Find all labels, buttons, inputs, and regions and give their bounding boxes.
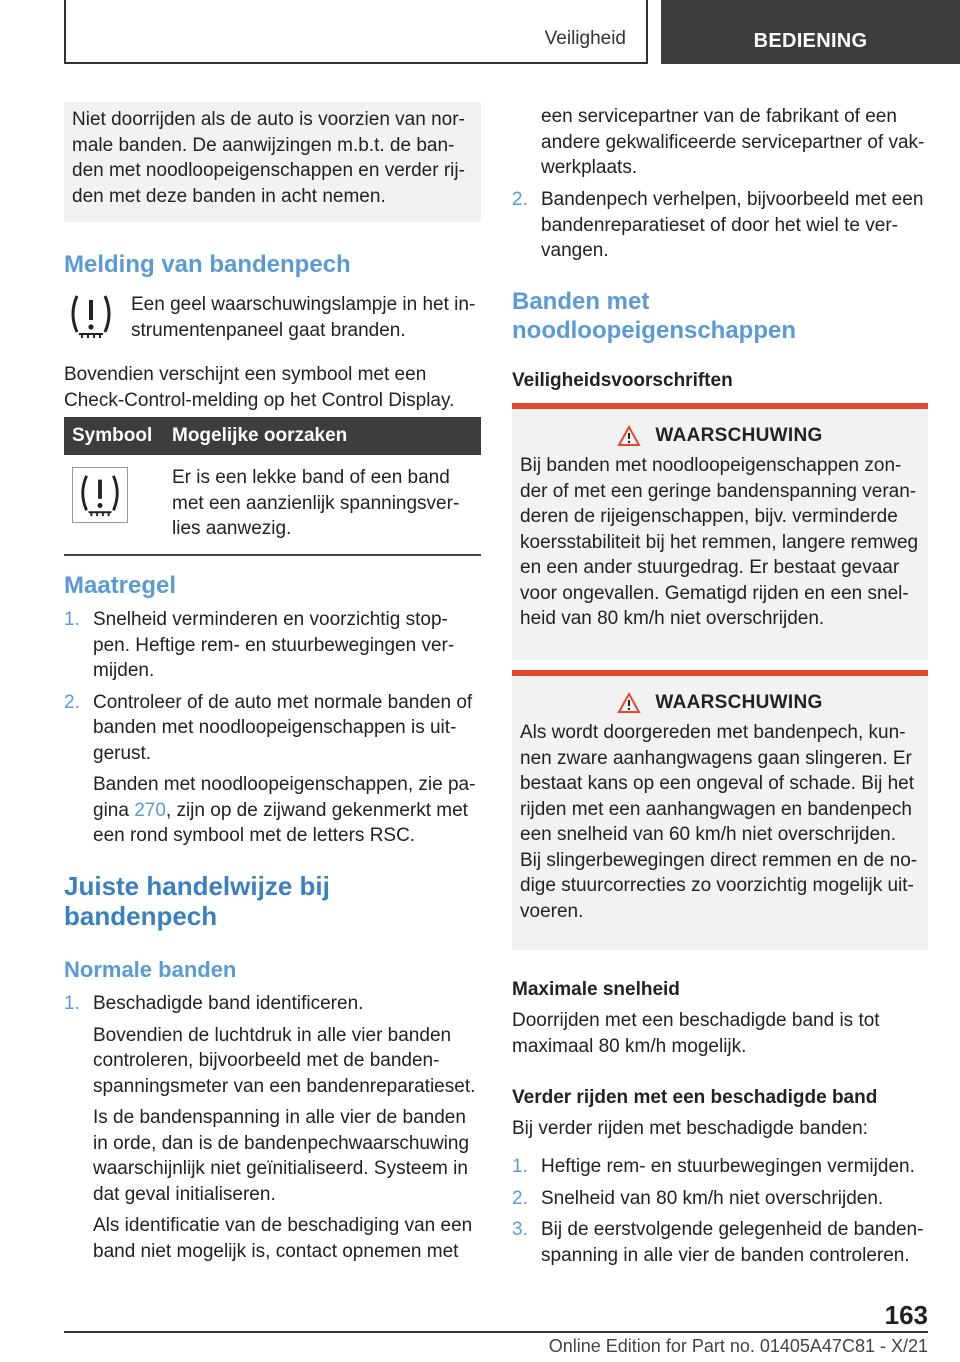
page-number: 163 [884,1300,928,1330]
chapter-tab: BEDIENING [661,0,960,64]
symbol-table [64,417,481,556]
maatregel-list [64,607,481,855]
note-box [64,102,481,222]
edition-text: Online Edition for Part no. 01405A47C81 - X/21 [548,1336,928,1356]
verder-heading: Verder rijden met een beschadigde band [512,1087,878,1108]
warning-triangle-icon [617,425,641,447]
warning-title: WAARSCHUWING [520,692,920,714]
tire-pressure-warning-icon [64,292,126,346]
continued-list [512,187,928,270]
warning-box-1 [512,403,928,660]
section-title: Veiligheid [544,28,626,49]
list-item: 3. Bij de eerstvolgende gelegenheid de banden-spanning in alle vier de banden controleren. [512,1219,924,1266]
list-item: 1. Heftige rem- en stuurbewegingen vermijden. [512,1156,915,1177]
list-item: 1. Snelheid verminderen en voorzichtig stop-pen. Heftige rem- en stuurbewegingen ver-mijden. [64,609,455,681]
melding-heading: Melding van bandenpech [64,251,351,278]
warning-triangle-icon [617,692,641,714]
table-cell-cause: Er is een lekke band of een band met een aanzienlijk spanningsver-lies aanwezig. [164,455,481,555]
table-row [64,455,481,555]
max-heading: Maximale snelheid [512,979,680,1000]
verder-list [512,1154,928,1274]
warning-text: Bij banden met noodloopeigenschappen zon-der of met een geringe bandenspanning veran-deren de rijeigenschappen, bijv. verminderde koersstabiliteit bij het remmen, langere remweg en een ander stuurgedrag. Er bestaat gevaar voor ongevallen. Gematigd rijden en een snel-heid van 80 km/h niet overschrijden. [520,455,919,629]
warning-box-2 [512,670,928,950]
rsc-heading: Banden met noodloopeigenschappen [512,288,797,344]
list-item: 2. Bandenpech verhelpen, bijvoorbeeld met een bandenreparatieset of door het wiel te ver-vangen. [512,189,924,261]
juiste-heading: Juiste handelwijze bij bandenpech [64,871,330,931]
tire-pressure-warning-icon [72,467,128,523]
normale-list [64,991,481,1270]
table-header-causes: Mogelijke oorzaken [164,417,481,455]
note-text: Niet doorrijden als de auto is voorzien van nor-male banden. De aanwijzingen m.b.t. de ban-den met noodloopeigenschappen en verder rij-den met deze banden in acht nemen. [72,109,465,207]
warning-text: Als wordt doorgereden met bandenpech, kun-nen zware aanhangwagens gaan slingeren. Er bestaat kans op een ongeval of schade. Bij het rijden met een aanhangwagen en bandenpech een snelheid van 60 km/h niet overschrijden. Bij slingerbewegingen direct remmen en de no-dige stuurcorrecties zo voorzichtig mogelijk uit-voeren. [520,722,918,922]
bovendien-text: Bovendien verschijnt een symbool met een Check-Control-melding op het Control Display. [64,364,455,411]
header-frame [64,0,648,64]
table-header-symbol: Symbool [64,417,164,455]
melding-text: Een geel waarschuwingslampje in het in-strumentenpaneel gaat branden. [131,294,476,341]
page-link-270[interactable]: 270 [134,799,166,821]
veiligheid-heading: Veiligheidsvoorschriften [512,370,733,391]
verder-text: Bij verder rijden met beschadigde banden: [512,1118,868,1139]
max-text: Doorrijden met een beschadigde band is tot maximaal 80 km/h mogelijk. [512,1010,880,1057]
page-header [0,0,960,66]
maatregel-heading: Maatregel [64,572,177,599]
list-item: 2. Controleer of de auto met normale banden of banden met noodloopeigenschappen is uit-gerust. Banden met noodloopeigenschappen, zie pa-gina 270, zijn op de zijwand gekenmerkt met een rond symbool met de letters RSC. [64,690,481,849]
maatregel-sub: Banden met noodloopeigenschappen, zie pa-gina 270, zijn op de zijwand gekenmerkt met een rond symbool met de letters RSC. [93,774,476,846]
footer-divider [64,1331,928,1333]
normale-heading: Normale banden [64,957,237,982]
list-item: 2. Snelheid van 80 km/h niet overschrijden. [512,1187,884,1209]
warning-title: WAARSCHUWING [520,425,920,447]
list-item: 1. Beschadigde band identificeren. Bovendien de luchtdruk in alle vier banden controleren, bijvoorbeeld met de banden-spanningsmeter van een bandenreparatieset. Is de bandenspanning in alle vier de banden in orde, dan is de bandenpechwaarschuwing waarschijnlijk niet geïnitialiseerd. Systeem in dat geval initialiseren. Als identificatie van de beschadiging van een band niet mogelijk is, contact opnemen met [64,993,476,1262]
table-cell-symbol [64,455,164,555]
continued-text: een servicepartner van de fabrikant of een andere gekwalificeerde servicepartner of vak-werkplaats. [541,106,925,178]
